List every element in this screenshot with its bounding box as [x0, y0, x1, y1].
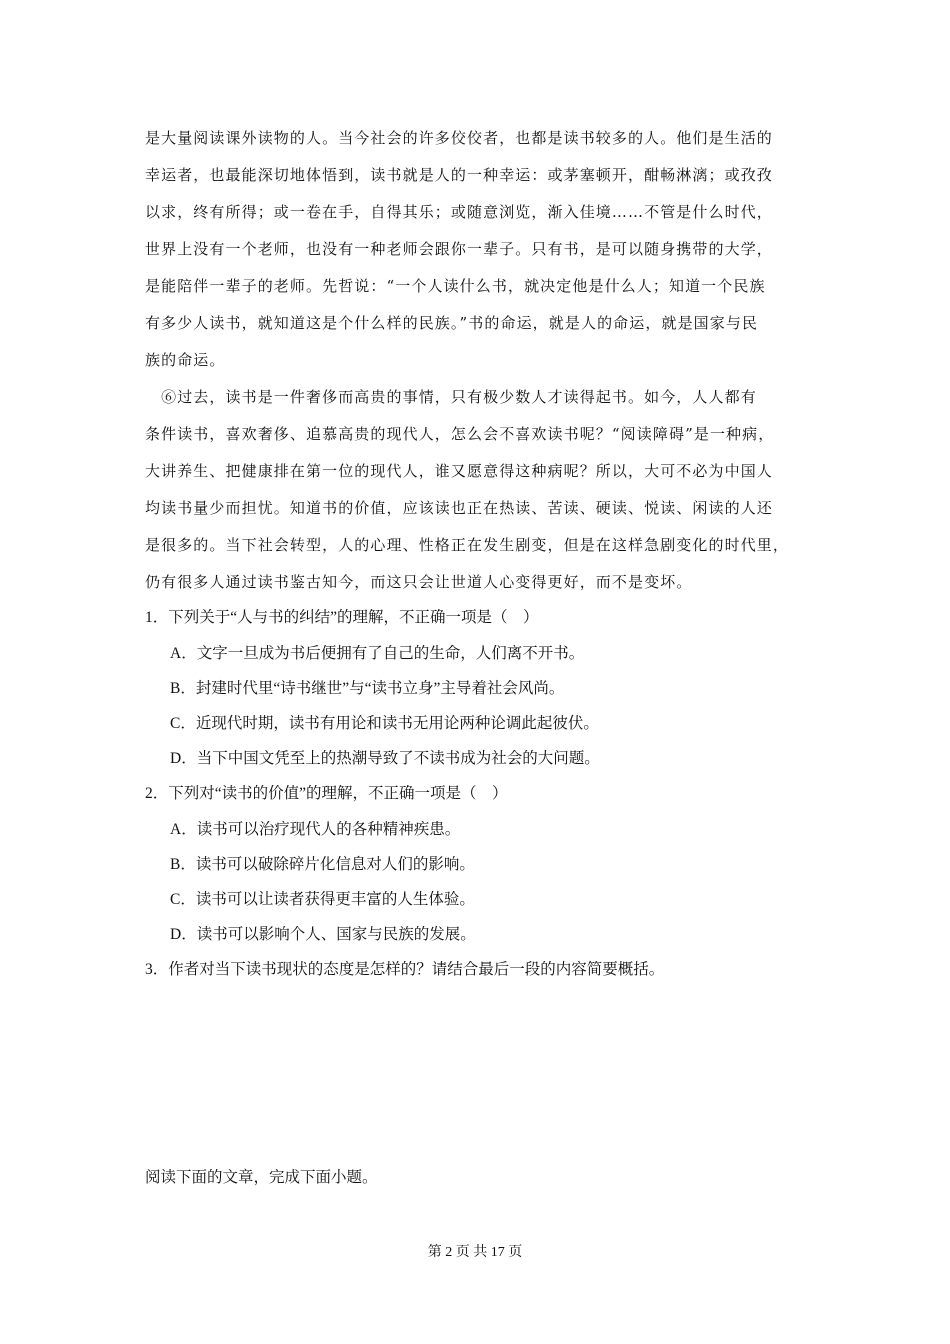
question-option: A．读书可以治疗现代人的各种精神疾患。: [170, 821, 461, 838]
question-option: D．读书可以影响个人、国家与民族的发展。: [170, 926, 476, 943]
page-number-footer: 第 2 页 共 17 页: [427, 1245, 523, 1260]
passage-line: 是大量阅读课外读物的人。当今社会的许多佼佼者，也都是读书较多的人。他们是生活的: [145, 129, 773, 147]
question-stem: 1．下列关于“人与书的纠结”的理解，不正确一项是（ ）: [145, 609, 539, 626]
question-option: D．当下中国文凭至上的热潮导致了不读书成为社会的大问题。: [170, 750, 600, 767]
passage-line: 幸运者，也最能深切地体悟到，读书就是人的一种幸运：或茅塞顿开，酣畅淋漓；或孜孜: [145, 166, 773, 184]
section-instruction: 阅读下面的文章，完成下面小题。: [145, 1169, 378, 1186]
passage-line: 均读书量少而担忧。知道书的价值，应该读也正在热读、苦读、硬读、悦读、闲读的人还: [145, 499, 773, 517]
passage-line: ⑥过去，读书是一件奢侈而高贵的事情，只有极少数人才读得起书。如今，人人都有: [145, 388, 757, 406]
question-option: A．文字一旦成为书后便拥有了自己的生命，人们离不开书。: [170, 645, 585, 662]
question-option: B．读书可以破除碎片化信息对人们的影响。: [170, 856, 475, 873]
passage-line: 是能陪伴一辈子的老师。先哲说：“一个人读什么书，就决定他是什么人；知道一个民族: [145, 277, 766, 295]
passage-line: 大讲养生、把健康排在第一位的现代人，谁又愿意得这种病呢？所以，大可不必为中国人: [145, 462, 773, 480]
question-option: B．封建时代里“诗书继世”与“读书立身”主导着社会风尚。: [170, 680, 565, 697]
question-stem: 3．作者对当下读书现状的态度是怎样的？请结合最后一段的内容简要概括。: [145, 961, 665, 978]
question-option: C．读书可以让读者获得更丰富的人生体验。: [170, 891, 475, 908]
passage-line: 条件读书，喜欢奢侈、追慕高贵的现代人，怎么会不喜欢读书呢？“阅读障碍”是一种病，: [145, 425, 775, 443]
passage-line: 以求，终有所得；或一卷在手，自得其乐；或随意浏览，渐入佳境……不管是什么时代，: [145, 203, 773, 221]
passage-line: 世界上没有一个老师，也没有一种老师会跟你一辈子。只有书，是可以随身携带的大学，: [145, 240, 773, 258]
passage-line: 仍有很多人通过读书鉴古知今，而这只会让世道人心变得更好，而不是变坏。: [145, 573, 693, 591]
passage-line: 是很多的。当下社会转型，人的心理、性格正在发生剧变，但是在这样急剧变化的时代里，: [145, 536, 790, 554]
question-stem: 2．下列对“读书的价值”的理解，不正确一项是（ ）: [145, 785, 508, 802]
passage-line: 族的命运。: [145, 351, 226, 369]
question-option: C．近现代时期，读书有用论和读书无用论两种论调此起彼伏。: [170, 715, 599, 732]
passage-line: 有多少人读书，就知道这是个什么样的民族。”书的命运，就是人的命运，就是国家与民: [145, 314, 759, 332]
